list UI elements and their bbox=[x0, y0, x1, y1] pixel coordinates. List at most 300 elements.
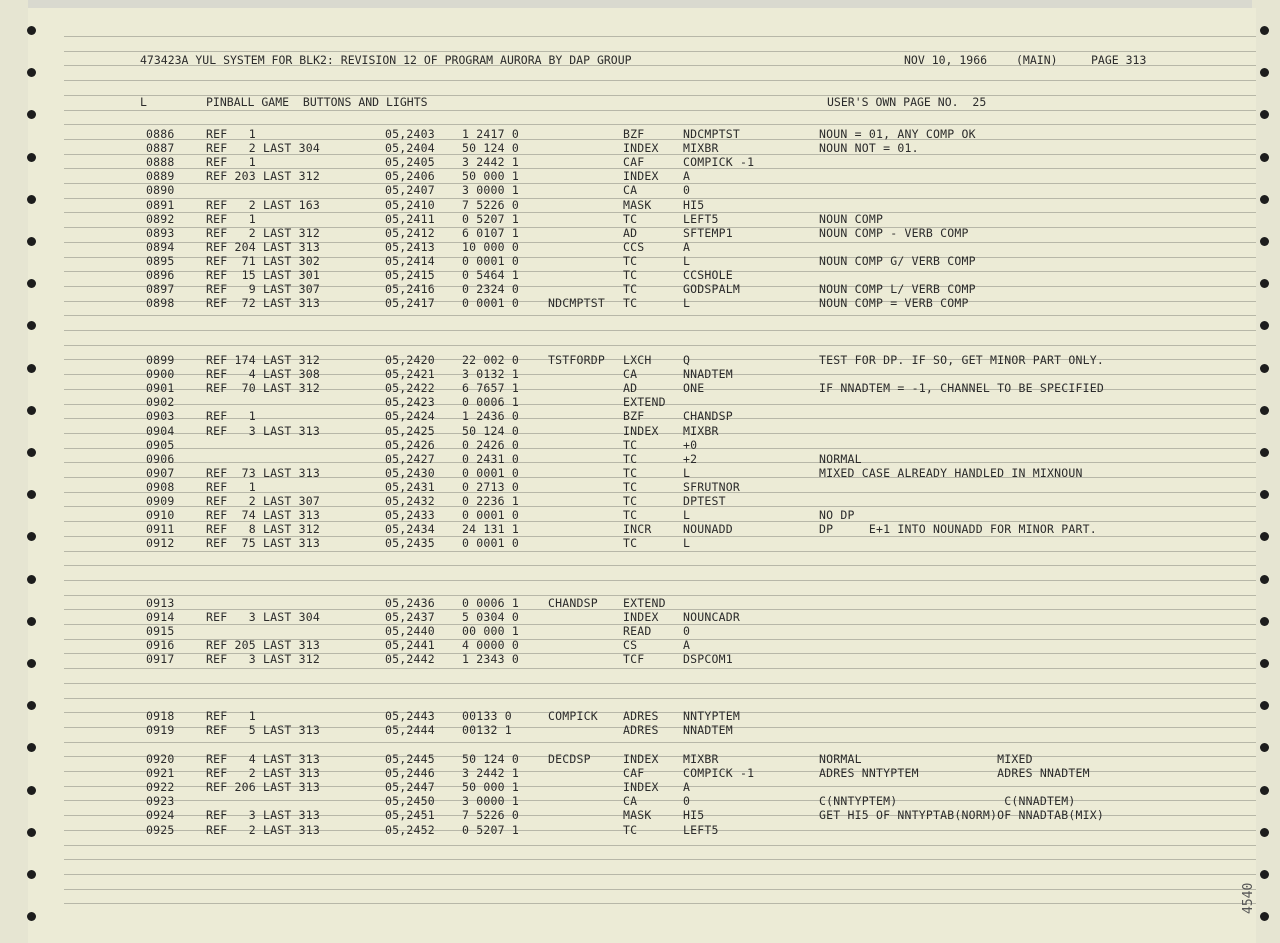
ruled-line bbox=[64, 845, 1256, 846]
address: 05,2437 bbox=[385, 610, 435, 625]
address: 05,2404 bbox=[385, 141, 435, 156]
line-number: 0914 bbox=[146, 610, 175, 625]
comment: NOUN COMP = VERB COMP bbox=[819, 296, 969, 311]
opcode: BZF bbox=[623, 127, 645, 141]
operand: 0 bbox=[683, 794, 691, 809]
line-number: 0916 bbox=[146, 638, 175, 653]
octal-code: 6 7657 1 bbox=[462, 381, 519, 396]
listing-line bbox=[28, 282, 1256, 296]
line-number: 0911 bbox=[146, 522, 175, 537]
operand: Q bbox=[683, 353, 691, 367]
section-letter: L bbox=[140, 95, 147, 109]
operand: ONE bbox=[683, 381, 705, 396]
symbol-label: CHANDSP bbox=[548, 596, 598, 610]
opcode: TC bbox=[623, 465, 638, 480]
tractor-hole bbox=[27, 870, 36, 879]
cross-reference: REF 3 LAST 312 bbox=[206, 652, 320, 667]
listing-line bbox=[28, 709, 1256, 723]
listing-line bbox=[28, 494, 1256, 508]
octal-code: 0 0001 0 bbox=[462, 296, 519, 311]
octal-code: 4 0000 0 bbox=[462, 638, 519, 653]
listing-line bbox=[28, 766, 1256, 780]
tractor-hole bbox=[27, 237, 36, 246]
address: 05,2423 bbox=[385, 395, 435, 410]
octal-code: 0 2426 0 bbox=[462, 437, 519, 452]
margin-stamp: 4540 bbox=[1241, 882, 1256, 914]
listing-line bbox=[28, 381, 1256, 395]
address: 05,2436 bbox=[385, 596, 435, 610]
cross-reference: REF 2 LAST 163 bbox=[206, 197, 320, 212]
cross-reference: REF 2 LAST 313 bbox=[206, 822, 320, 837]
address: 05,2406 bbox=[385, 169, 435, 184]
cross-reference: REF 74 LAST 313 bbox=[206, 508, 320, 523]
cross-reference: REF 203 LAST 312 bbox=[206, 169, 320, 184]
line-number: 0890 bbox=[146, 183, 175, 198]
opcode: TCF bbox=[623, 652, 645, 667]
line-number: 0920 bbox=[146, 752, 175, 766]
opcode: READ bbox=[623, 624, 652, 639]
octal-code: 0 0001 0 bbox=[462, 536, 519, 551]
symbol-label: NDCMPTST bbox=[548, 296, 605, 311]
tractor-hole bbox=[1260, 237, 1269, 246]
operand: SFRUTNOR bbox=[683, 479, 740, 494]
cross-reference: REF 3 LAST 313 bbox=[206, 423, 320, 438]
listing-line bbox=[28, 198, 1256, 212]
listing-line bbox=[28, 536, 1256, 550]
listing-page bbox=[28, 8, 1256, 943]
address: 05,2427 bbox=[385, 451, 435, 466]
line-number: 0912 bbox=[146, 536, 175, 551]
opcode: INDEX bbox=[623, 423, 659, 438]
tractor-hole bbox=[1260, 659, 1269, 668]
octal-code: 1 2436 0 bbox=[462, 409, 519, 424]
tractor-hole bbox=[1260, 195, 1269, 204]
operand: DPTEST bbox=[683, 494, 726, 508]
operand: NOUNCADR bbox=[683, 610, 740, 625]
tractor-hole bbox=[1260, 786, 1269, 795]
comment: NOUN COMP - VERB COMP bbox=[819, 225, 969, 240]
operand: L bbox=[683, 296, 691, 311]
tractor-hole bbox=[27, 617, 36, 626]
comment: NORMAL MIXED bbox=[819, 752, 1033, 766]
opcode: CCS bbox=[623, 239, 645, 254]
octal-code: 50 124 0 bbox=[462, 141, 519, 156]
opcode: AD bbox=[623, 381, 638, 396]
listing-line bbox=[28, 624, 1256, 638]
address: 05,2405 bbox=[385, 155, 435, 170]
tractor-hole bbox=[1260, 364, 1269, 373]
opcode: LXCH bbox=[623, 353, 652, 367]
line-number: 0908 bbox=[146, 479, 175, 494]
line-number: 0904 bbox=[146, 423, 175, 438]
listing-line bbox=[28, 438, 1256, 452]
line-number: 0900 bbox=[146, 367, 175, 382]
address: 05,2403 bbox=[385, 127, 435, 141]
cross-reference: REF 15 LAST 301 bbox=[206, 268, 320, 282]
operand: DSPCOM1 bbox=[683, 652, 733, 667]
listing-line bbox=[28, 367, 1256, 381]
listing-line bbox=[28, 508, 1256, 522]
ruled-line bbox=[64, 668, 1256, 669]
listing-line bbox=[28, 141, 1256, 155]
cross-reference: REF 205 LAST 313 bbox=[206, 638, 320, 653]
cross-reference: REF 174 LAST 312 bbox=[206, 353, 320, 367]
opcode: TC bbox=[623, 296, 638, 311]
cross-reference: REF 1 bbox=[206, 155, 256, 170]
listing-line bbox=[28, 794, 1256, 808]
operand: COMPICK -1 bbox=[683, 766, 755, 781]
comment: NOUN COMP L/ VERB COMP bbox=[819, 282, 976, 297]
operand: LEFT5 bbox=[683, 822, 719, 837]
line-number: 0889 bbox=[146, 169, 175, 184]
ruled-line bbox=[64, 110, 1256, 111]
octal-code: 50 000 1 bbox=[462, 780, 519, 795]
line-number: 0903 bbox=[146, 409, 175, 424]
listing-line bbox=[28, 183, 1256, 197]
listing-line bbox=[28, 466, 1256, 480]
address: 05,2435 bbox=[385, 536, 435, 551]
cross-reference: REF 3 LAST 304 bbox=[206, 610, 320, 625]
tractor-hole bbox=[1260, 828, 1269, 837]
opcode: BZF bbox=[623, 409, 645, 424]
octal-code: 0 2431 0 bbox=[462, 451, 519, 466]
cross-reference: REF 2 LAST 312 bbox=[206, 225, 320, 240]
address: 05,2451 bbox=[385, 808, 435, 823]
operand: +2 bbox=[683, 451, 698, 466]
tractor-hole bbox=[27, 195, 36, 204]
operand: HI5 bbox=[683, 808, 705, 823]
operand: NNTYPTEM bbox=[683, 709, 740, 723]
ruled-line bbox=[64, 345, 1256, 346]
opcode: TC bbox=[623, 268, 638, 282]
ruled-line bbox=[64, 51, 1256, 52]
operand: A bbox=[683, 638, 691, 653]
octal-code: 0 0001 0 bbox=[462, 465, 519, 480]
octal-code: 0 5207 1 bbox=[462, 211, 519, 226]
listing-line bbox=[28, 652, 1256, 666]
operand: L bbox=[683, 465, 691, 480]
line-number: 0902 bbox=[146, 395, 175, 410]
listing-line bbox=[28, 353, 1256, 367]
octal-code: 0 5207 1 bbox=[462, 822, 519, 837]
operand: COMPICK -1 bbox=[683, 155, 755, 170]
tractor-hole bbox=[27, 26, 36, 35]
line-number: 0915 bbox=[146, 624, 175, 639]
opcode: CA bbox=[623, 183, 638, 198]
cross-reference: REF 2 LAST 304 bbox=[206, 141, 320, 156]
ruled-line bbox=[64, 859, 1256, 860]
opcode: TC bbox=[623, 451, 638, 466]
octal-code: 10 000 0 bbox=[462, 239, 519, 254]
cross-reference: REF 73 LAST 313 bbox=[206, 465, 320, 480]
tractor-hole bbox=[27, 659, 36, 668]
address: 05,2416 bbox=[385, 282, 435, 297]
octal-code: 1 2417 0 bbox=[462, 127, 519, 141]
octal-code: 3 0000 1 bbox=[462, 183, 519, 198]
opcode: CA bbox=[623, 367, 638, 382]
octal-code: 0 0001 0 bbox=[462, 508, 519, 523]
line-number: 0917 bbox=[146, 652, 175, 667]
operand: NNADTEM bbox=[683, 367, 733, 382]
address: 05,2443 bbox=[385, 709, 435, 723]
operand: NNADTEM bbox=[683, 723, 733, 738]
cross-reference: REF 70 LAST 312 bbox=[206, 381, 320, 396]
line-number: 0921 bbox=[146, 766, 175, 781]
cross-reference: REF 206 LAST 313 bbox=[206, 780, 320, 795]
comment: NOUN COMP bbox=[819, 211, 884, 226]
address: 05,2431 bbox=[385, 479, 435, 494]
address: 05,2425 bbox=[385, 423, 435, 438]
tractor-strip-right bbox=[1252, 0, 1280, 943]
octal-code: 00133 0 bbox=[462, 709, 512, 723]
line-number: 0924 bbox=[146, 808, 175, 823]
operand: MIXBR bbox=[683, 423, 719, 438]
octal-code: 5 0304 0 bbox=[462, 610, 519, 625]
ruled-line bbox=[64, 580, 1256, 581]
comment: NOUN = 01, ANY COMP OK bbox=[819, 127, 976, 141]
opcode: INDEX bbox=[623, 169, 659, 184]
line-number: 0888 bbox=[146, 155, 175, 170]
octal-code: 22 002 0 bbox=[462, 353, 519, 367]
octal-code: 00132 1 bbox=[462, 723, 512, 738]
listing-line bbox=[28, 395, 1256, 409]
ruled-line bbox=[64, 903, 1256, 904]
address: 05,2411 bbox=[385, 211, 435, 226]
octal-code: 24 131 1 bbox=[462, 522, 519, 537]
octal-code: 3 0132 1 bbox=[462, 367, 519, 382]
ruled-line bbox=[64, 315, 1256, 316]
opcode: ADRES bbox=[623, 709, 659, 723]
listing-line bbox=[28, 752, 1256, 766]
listing-line bbox=[28, 596, 1256, 610]
tractor-hole bbox=[1260, 448, 1269, 457]
listing-title: 473423A YUL SYSTEM FOR BLK2: REVISION 12 OF PROGRAM AURORA BY DAP GROUP bbox=[140, 53, 632, 67]
symbol-label: DECDSP bbox=[548, 752, 591, 766]
listing-line bbox=[28, 424, 1256, 438]
tractor-hole bbox=[1260, 617, 1269, 626]
octal-code: 0 5464 1 bbox=[462, 268, 519, 282]
symbol-label: COMPICK bbox=[548, 709, 598, 723]
listing-line bbox=[28, 522, 1256, 536]
line-number: 0896 bbox=[146, 268, 175, 282]
octal-code: 50 000 1 bbox=[462, 169, 519, 184]
listing-line bbox=[28, 268, 1256, 282]
operand: A bbox=[683, 239, 691, 254]
line-number: 0886 bbox=[146, 127, 175, 141]
address: 05,2417 bbox=[385, 296, 435, 311]
octal-code: 3 2442 1 bbox=[462, 766, 519, 781]
operand: MIXBR bbox=[683, 752, 719, 766]
tractor-hole bbox=[27, 786, 36, 795]
line-number: 0897 bbox=[146, 282, 175, 297]
cross-reference: REF 1 bbox=[206, 479, 256, 494]
operand: HI5 bbox=[683, 197, 705, 212]
ruled-line bbox=[64, 330, 1256, 331]
listing-line bbox=[28, 480, 1256, 494]
tractor-hole bbox=[27, 153, 36, 162]
opcode: INDEX bbox=[623, 752, 659, 766]
address: 05,2407 bbox=[385, 183, 435, 198]
opcode: TC bbox=[623, 508, 638, 523]
octal-code: 50 124 0 bbox=[462, 752, 519, 766]
address: 05,2410 bbox=[385, 197, 435, 212]
comment: TEST FOR DP. IF SO, GET MINOR PART ONLY. bbox=[819, 353, 1104, 367]
line-number: 0906 bbox=[146, 451, 175, 466]
address: 05,2444 bbox=[385, 723, 435, 738]
opcode: TC bbox=[623, 437, 638, 452]
ruled-line bbox=[64, 565, 1256, 566]
listing-line bbox=[28, 226, 1256, 240]
comment: MIXED CASE ALREADY HANDLED IN MIXNOUN bbox=[819, 465, 1083, 480]
octal-code: 6 0107 1 bbox=[462, 225, 519, 240]
tractor-hole bbox=[1260, 153, 1269, 162]
opcode: CAF bbox=[623, 766, 645, 781]
listing-line bbox=[28, 723, 1256, 737]
listing-line bbox=[28, 409, 1256, 423]
octal-code: 7 5226 0 bbox=[462, 808, 519, 823]
cross-reference: REF 2 LAST 307 bbox=[206, 494, 320, 508]
cross-reference: REF 75 LAST 313 bbox=[206, 536, 320, 551]
opcode: CS bbox=[623, 638, 638, 653]
line-number: 0919 bbox=[146, 723, 175, 738]
address: 05,2450 bbox=[385, 794, 435, 809]
tractor-strip-left bbox=[0, 0, 28, 943]
octal-code: 0 2713 0 bbox=[462, 479, 519, 494]
operand: A bbox=[683, 169, 691, 184]
comment: DP E+1 INTO NOUNADD FOR MINOR PART. bbox=[819, 522, 1097, 537]
ruled-line bbox=[64, 874, 1256, 875]
opcode: ADRES bbox=[623, 723, 659, 738]
tractor-hole bbox=[27, 364, 36, 373]
tractor-hole bbox=[1260, 26, 1269, 35]
address: 05,2447 bbox=[385, 780, 435, 795]
opcode: TC bbox=[623, 253, 638, 268]
tractor-hole bbox=[27, 828, 36, 837]
line-number: 0922 bbox=[146, 780, 175, 795]
octal-code: 3 0000 1 bbox=[462, 794, 519, 809]
line-number: 0918 bbox=[146, 709, 175, 723]
ruled-line bbox=[64, 36, 1256, 37]
opcode: INDEX bbox=[623, 780, 659, 795]
opcode: TC bbox=[623, 494, 638, 508]
octal-code: 7 5226 0 bbox=[462, 197, 519, 212]
line-number: 0891 bbox=[146, 197, 175, 212]
tractor-hole bbox=[27, 575, 36, 584]
operand: +0 bbox=[683, 437, 698, 452]
users-page: USER'S OWN PAGE NO. 25 bbox=[827, 95, 987, 109]
listing-line bbox=[28, 296, 1256, 310]
listing-line bbox=[28, 155, 1256, 169]
tractor-hole bbox=[27, 448, 36, 457]
cross-reference: REF 71 LAST 302 bbox=[206, 253, 320, 268]
cross-reference: REF 204 LAST 313 bbox=[206, 239, 320, 254]
operand: CCSHOLE bbox=[683, 268, 733, 282]
comment: NORMAL bbox=[819, 451, 862, 466]
cross-reference: REF 5 LAST 313 bbox=[206, 723, 320, 738]
cross-reference: REF 1 bbox=[206, 127, 256, 141]
operand: CHANDSP bbox=[683, 409, 733, 424]
address: 05,2442 bbox=[385, 652, 435, 667]
cross-reference: REF 8 LAST 312 bbox=[206, 522, 320, 537]
operand: NDCMPTST bbox=[683, 127, 740, 141]
operand: 0 bbox=[683, 183, 691, 198]
address: 05,2422 bbox=[385, 381, 435, 396]
listing-line bbox=[28, 169, 1256, 183]
opcode: MASK bbox=[623, 808, 652, 823]
octal-code: 00 000 1 bbox=[462, 624, 519, 639]
line-number: 0887 bbox=[146, 141, 175, 156]
listing-line bbox=[28, 127, 1256, 141]
comment: NOUN COMP G/ VERB COMP bbox=[819, 253, 976, 268]
cross-reference: REF 3 LAST 313 bbox=[206, 808, 320, 823]
operand: MIXBR bbox=[683, 141, 719, 156]
octal-code: 0 0006 1 bbox=[462, 395, 519, 410]
listing-line bbox=[28, 823, 1256, 837]
operand: L bbox=[683, 508, 691, 523]
address: 05,2424 bbox=[385, 409, 435, 424]
address: 05,2420 bbox=[385, 353, 435, 367]
opcode: EXTEND bbox=[623, 395, 666, 410]
listing-line bbox=[28, 212, 1256, 226]
comment: GET HI5 OF NNTYPTAB(NORM)OF NNADTAB(MIX) bbox=[819, 808, 1104, 823]
address: 05,2412 bbox=[385, 225, 435, 240]
opcode: TC bbox=[623, 479, 638, 494]
opcode: INDEX bbox=[623, 141, 659, 156]
address: 05,2434 bbox=[385, 522, 435, 537]
line-number: 0925 bbox=[146, 822, 175, 837]
opcode: EXTEND bbox=[623, 596, 666, 610]
cross-reference: REF 4 LAST 308 bbox=[206, 367, 320, 382]
line-number: 0892 bbox=[146, 211, 175, 226]
line-number: 0923 bbox=[146, 794, 175, 809]
listing-line bbox=[28, 240, 1256, 254]
address: 05,2440 bbox=[385, 624, 435, 639]
address: 05,2452 bbox=[385, 822, 435, 837]
cross-reference: REF 1 bbox=[206, 409, 256, 424]
line-number: 0899 bbox=[146, 353, 175, 367]
ruled-line bbox=[64, 683, 1256, 684]
address: 05,2415 bbox=[385, 268, 435, 282]
line-number: 0909 bbox=[146, 494, 175, 508]
cross-reference: REF 1 bbox=[206, 211, 256, 226]
listing-line bbox=[28, 254, 1256, 268]
cross-reference: REF 2 LAST 313 bbox=[206, 766, 320, 781]
line-number: 0905 bbox=[146, 437, 175, 452]
comment: C(NNTYPTEM) C(NNADTEM) bbox=[819, 794, 1076, 809]
operand: L bbox=[683, 253, 691, 268]
tractor-hole bbox=[1260, 406, 1269, 415]
routine-title: PINBALL GAME BUTTONS AND LIGHTS bbox=[206, 95, 428, 109]
symbol-label: TSTFORDP bbox=[548, 353, 605, 367]
line-number: 0913 bbox=[146, 596, 175, 610]
octal-code: 3 2442 1 bbox=[462, 155, 519, 170]
opcode: CA bbox=[623, 794, 638, 809]
cross-reference: REF 4 LAST 313 bbox=[206, 752, 320, 766]
line-number: 0894 bbox=[146, 239, 175, 254]
address: 05,2430 bbox=[385, 465, 435, 480]
octal-code: 0 2236 1 bbox=[462, 494, 519, 508]
cross-reference: REF 72 LAST 313 bbox=[206, 296, 320, 311]
tractor-hole bbox=[1260, 870, 1269, 879]
ruled-line bbox=[64, 742, 1256, 743]
opcode: CAF bbox=[623, 155, 645, 170]
octal-code: 1 2343 0 bbox=[462, 652, 519, 667]
tractor-hole bbox=[27, 406, 36, 415]
address: 05,2445 bbox=[385, 752, 435, 766]
line-number: 0898 bbox=[146, 296, 175, 311]
operand: NOUNADD bbox=[683, 522, 733, 537]
operand: GODSPALM bbox=[683, 282, 740, 297]
